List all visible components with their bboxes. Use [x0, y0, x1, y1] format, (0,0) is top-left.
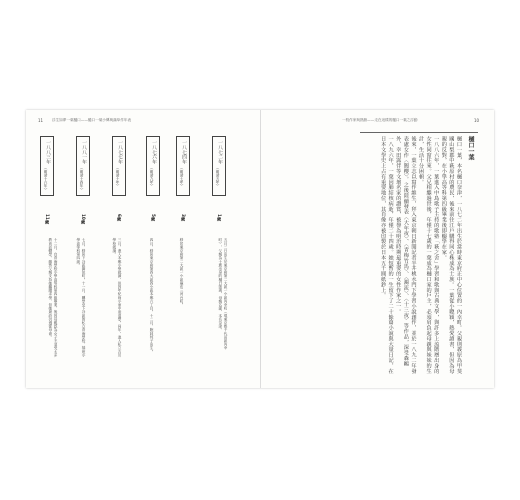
timeline-age: 6歲 [117, 214, 122, 222]
paragraph: 一八九六年，一葉因肺結核病逝，年僅二十四歲。她短暫的一生留下了二十餘篇小說與大量日記，在日本文學史上占有重要地位，其肖像亦被印製於日本五千圓紙鈔上。 [380, 136, 394, 374]
timeline-era: （明治十四年） [80, 166, 84, 192]
running-head: 浮生如夢一葉樋口——樋口一葉小傳與滿草作年表 [52, 118, 132, 122]
timeline-note: 七月，移居下谷區御徒町。十一月，轉學至下谷區的私立青海學校，插班小學高等科第四級。 [76, 238, 86, 357]
timeline-era: （明治十年） [116, 166, 120, 188]
timeline-note: 三月，進入本鄉小學就讀，但因年紀尚小而中途退學。同年，進入私立吉川學校就讀。 [112, 238, 122, 357]
paragraph: 後來，一葉立志以寫作維生，拜入東京朝日新聞記者半井桃水門下學習小說創作，並於一八九二年發表處女作〈闇櫻〉。之後陸續發表〈大年夜〉、〈青梅竹馬〉、〈濁流〉、〈十三夜〉等作品，深受森鷗外、幸田露伴等文壇名家的讚賞，被譽為明治時期最重要的女性作家之一。 [395, 136, 417, 374]
timeline-year: 一八七二年 [217, 140, 222, 164]
timeline-year: 一八八三年 [45, 140, 50, 164]
body-text [272, 136, 462, 374]
timeline-era: （明治五年） [216, 166, 220, 188]
timeline-note: 五月二日出生於東京府第二大區一小區內幸町（現東京都千代田區內幸町），父親為士族出身的樋口則義，母親名瀧，本名奈津。 [218, 238, 228, 350]
timeline-year: 一八七七年 [117, 140, 122, 164]
timeline-era: （明治九年） [150, 166, 154, 188]
right-page [260, 110, 494, 388]
left-page [26, 110, 260, 388]
timeline-age: 5歲 [151, 214, 156, 222]
header-rule [360, 132, 478, 133]
timeline-age: 1歲 [217, 214, 222, 222]
timeline-year: 一八七四年 [181, 140, 186, 164]
timeline-year: 一八七六年 [151, 140, 156, 164]
timeline-era: （明治十六年） [44, 166, 48, 192]
timeline-age: 11歲 [45, 214, 50, 225]
paragraph: 樋口一葉，本名樋口奈津，一八七二年出生於當時東京府正中心位置的一內幸町。父親則義原為甲斐國山梨郡中萩原村的農民，後來前往江戶購得同心株成為士族。一葉從小聰穎，熱愛讀書，但因為母親的反對，在小學高等科第四級畢業後即輟學在家。 [440, 136, 462, 374]
timeline-year: 一八八一年 [81, 140, 86, 164]
timeline-era: （明治七年） [180, 166, 184, 188]
book-gutter [260, 110, 261, 388]
timeline-note: 移居東京府第二大區一小區麻布三河台町。 [180, 238, 184, 307]
timeline-age: 10歲 [81, 214, 86, 225]
paragraph: 一八八六年，一葉進入中島歌子主持的歌塾「萩之舍」學習和歌與古典文學，與許多上流階層出身的女性同窗往來。父兄相繼過世後，年僅十七歲的一葉成為樋口家的戶主，必須肩負起母親與妹妹的生計，生活十分困頓。 [418, 136, 440, 374]
page-number: 10 [474, 118, 480, 123]
timeline-age: 3歲 [181, 214, 186, 222]
timeline-note: 四月，移居東京府第四大區四小區本鄉六丁目。十二月，胞妹邦子出生。 [150, 238, 154, 354]
timeline-note: 十二月，自青海學校小學高等科第四級畢業，後因母親認為女子不須受太多教育而輟學。雖然父親支持她繼續求學，但她最終仍遵從母命。 [48, 238, 58, 357]
running-head: 一枝作家與熱銷——走在這樣的樋口一葉之浮動 [342, 118, 418, 122]
page-number: 11 [38, 118, 44, 123]
section-title: 樋口一葉 [467, 136, 474, 160]
